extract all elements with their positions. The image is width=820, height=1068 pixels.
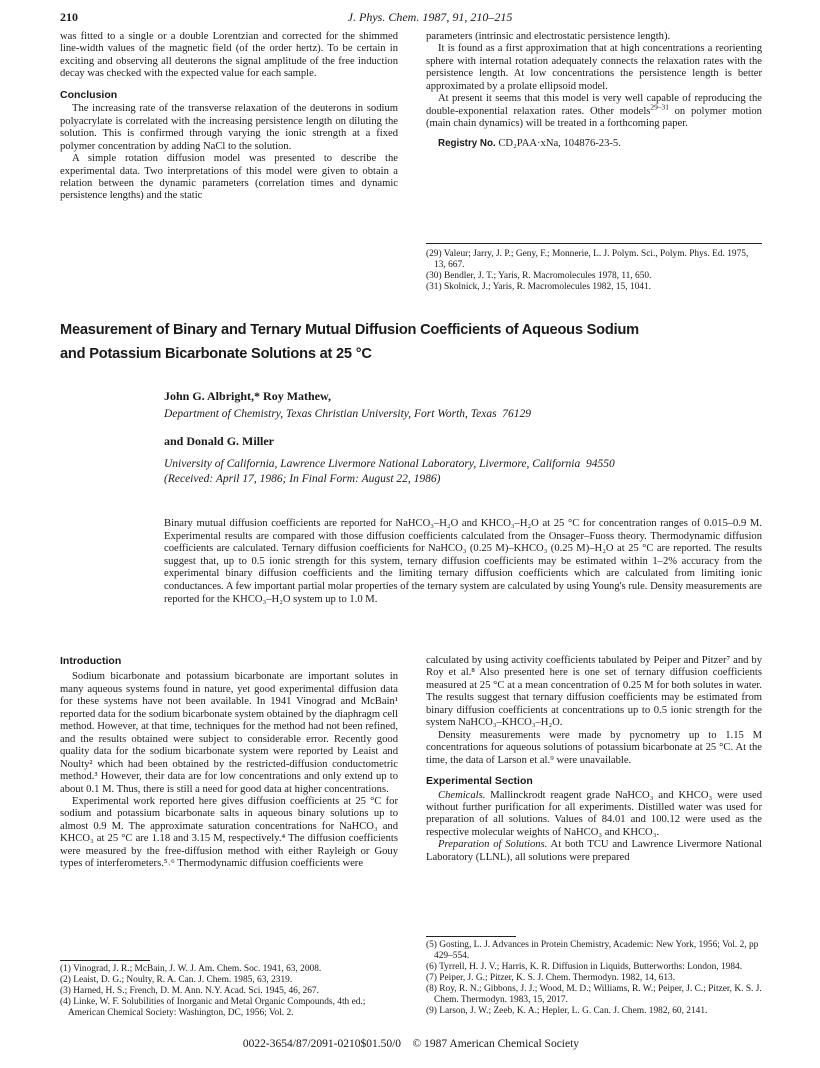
- authors-2: and Donald G. Miller: [164, 434, 275, 448]
- reference-superscript: 29–31: [650, 102, 669, 112]
- prev-right-paragraph-3-tail: on polymer motion (main chain dynamics) will be treated in a forthcoming paper.: [426, 105, 762, 130]
- reference-3: (3) Harned, H. S.; French, D. M. Ann. N.Y. Acad. Sci. 1945, 46, 267.: [60, 986, 319, 996]
- reference-29: (29) Valeur; Jarry, J. P.; Geny, F.; Monnerie, L. J. Polym. Sci., Polym. Phys. Ed. 1975, 13, 667.: [426, 249, 749, 270]
- authors-1: John G. Albright,* Roy Mathew,: [164, 389, 332, 403]
- prev-article-right-column: [426, 31, 762, 150]
- prev-right-paragraph-3: [426, 93, 762, 130]
- footer-copyright: © 1987 American Chemical Society: [412, 1038, 580, 1050]
- reference-30: (30) Bendler, J. T.; Yaris, R. Macromolecules 1978, 11, 650.: [426, 271, 652, 281]
- reference-7: (7) Peiper, J. G.; Pitzer, K. S. J. Chem. Thermodyn. 1982, 14, 613.: [426, 973, 676, 983]
- left-references: [60, 964, 398, 1019]
- prev-right-paragraph-1: parameters (intrinsic and electrostatic persistence length).: [426, 31, 671, 42]
- article-title-line-1: Measurement of Binary and Ternary Mutual Diffusion Coefficients of Aqueous Sodium: [60, 322, 639, 338]
- left-footnote-rule: [60, 960, 150, 961]
- right-paragraph-1: calculated by using activity coefficients tabulated by Peiper and Pitzer⁷ and by Roy et al.⁸ Also presented here is one set of ternary diffusion coefficients measured at 25 °C at a mean concentration of 0.25 M for both solutes in water. The results suggest that ternary diffusion coefficients may be estimated from binary diffusion coefficients at concentrations up to 0.5 ionic strength for the system NaHCO₃–KHCO₃–H₂O.: [426, 655, 762, 729]
- prev-left-paragraph: was fitted to a single or a double Lorentzian and corrected for the shimmed line-width values of the magnetic field (of the order hertz). To be certain in exciting and observing all deuterons the signal amplitude of the free induction decay was checked with the expected value for each sample.: [60, 31, 398, 80]
- article-left-column: [60, 655, 398, 871]
- registry-value: CD₂PAA·xNa, 104876-23-5.: [495, 137, 621, 149]
- preparation-label: Preparation of Solutions.: [438, 839, 548, 851]
- reference-8: (8) Roy, R. N.; Gibbons, J. J.; Wood, M. D.; Williams, R. W.; Peiper, J. C.; Pitzer, K. S. J. Chem. Thermodyn. 1983, 15, 2017.: [426, 984, 762, 1005]
- reference-2: (2) Leaist, D. G.; Noulty, R. A. Can. J. Chem. 1985, 63, 2319.: [60, 975, 293, 985]
- right-references: [426, 940, 762, 1017]
- registry-number: [426, 138, 762, 150]
- conclusion-paragraph-1: The increasing rate of the transverse relaxation of the deuterons in sodium polyacrylate is correlated with the increasing persistence length on diluting the solution. This is confirmed through varying the ionic strength at a fixed polymer concentration by adding NaCl to the solution.: [60, 103, 398, 152]
- reference-1: (1) Vinograd, J. R.; McBain, J. W. J. Am. Chem. Soc. 1941, 63, 2008.: [60, 964, 322, 974]
- affiliation-1: Department of Chemistry, Texas Christian University, Fort Worth, Texas 76129: [164, 408, 532, 420]
- reference-6: (6) Tyrrell, H. J. V.; Harris, K. R. Diffusion in Liquids, Butterworths: London, 1984.: [426, 962, 743, 972]
- page-number: 210: [60, 10, 78, 24]
- received-dates: (Received: April 17, 1986; In Final Form: August 22, 1986): [164, 473, 441, 485]
- footer: [60, 1038, 762, 1050]
- prev-right-paragraph-3-text: At present it seems that this model is very well capable of reproducing the double-exponential relaxation rates. Other models: [426, 93, 762, 117]
- introduction-heading: Introduction: [60, 655, 122, 667]
- conclusion-heading: Conclusion: [60, 88, 118, 101]
- chemicals-label: Chemicals.: [438, 789, 486, 801]
- article-title-line-2: and Potassium Bicarbonate Solutions at 25 °C: [60, 346, 372, 362]
- abstract: Binary mutual diffusion coefficients are reported for NaHCO₃–H₂O and KHCO₃–H₂O at 25 °C for concentration ranges of 0.015–0.9 M. Experimental results are compared with those diffusion coefficients calculated from the Onsager–Fuoss theory. Thermodynamic diffusion coefficients are calculated. Ternary diffusion coefficients for NaHCO₃ (0.25 M)–KHCO₃ (0.25 M)–H₂O at 25 °C are reported. The results suggest that, up to 0.5 ionic strength for this system, ternary diffusion coefficients may be estimated within 1–2% accuracy from the experimental binary diffusion coefficients and the limiting ternary diffusion coefficients which are calculated from limiting ionic conductances. A few important partial molar properties of the ternary system are calculated by using Young's rule. Density measurements are reported for the KHCO₃–H₂O system up to 1.0 M.: [164, 518, 762, 605]
- prev-article-left-column: [60, 31, 398, 203]
- introduction-paragraph-2: Experimental work reported here gives diffusion coefficients at 25 °C for sodium and potassium bicarbonate salts in aqueous binary solutions up to almost 0.9 M. The approximate saturation concentrations for NaHCO₃ and KHCO₃ at 25 °C are 1.18 and 3.15 M, respectively.⁴ The diffusion coefficients were measured by the free-diffusion method with either Rayleigh or Gouy types of interferometers.⁵˒⁶ Thermodynamic diffusion coefficients were: [60, 795, 398, 870]
- prev-article-references: [426, 249, 762, 293]
- article-title: [60, 318, 780, 366]
- reference-5: (5) Gosting, L. J. Advances in Protein Chemistry, Academic: New York, 1956; Vol. 2, pp 429–554.: [426, 940, 759, 961]
- preparation-paragraph: [426, 839, 762, 864]
- introduction-paragraph-1: Sodium bicarbonate and potassium bicarbonate are important solutes in many aqueous systems found in nature, yet good experimental diffusion data for these systems have not been available. In 1941 Vinograd and McBain¹ reported data for the sodium bicarbonate system obtained by the diaphragm cell method. However, at that time, techniques for the method had not been refined, and the results obtained were subject to considerable error. Recently good quality data for the sodium bicarbonate system were reported by Leaist and Noulty² which had been obtained by the restricted-diffusion conductometric method.³ However, their data are for low concentrations and only extend up to about 0.1 M. Thus, there is still a need for good data at higher concentrations.: [60, 671, 399, 795]
- reference-4: (4) Linke, W. F. Solubilities of Inorganic and Metal Organic Compounds, 4th ed.; American Chemical Society: Washington, DC, 1956; Vol. 2.: [60, 997, 366, 1018]
- journal-running-header: J. Phys. Chem. 1987, 91, 210–215: [347, 10, 513, 24]
- prev-footnote-rule: [426, 243, 762, 244]
- registry-label: Registry No.: [438, 137, 496, 149]
- experimental-heading: Experimental Section: [426, 775, 533, 788]
- conclusion-paragraph-2: A simple rotation diffusion model was presented to describe the experimental data. Two interpretations of this model were given to obtain a relation between the dynamic parameters (correlation times and dynamic persistence lengths) and the static: [60, 153, 398, 202]
- chemicals-paragraph: [426, 790, 762, 840]
- reference-31: (31) Skolnick, J.; Yaris, R. Macromolecules 1982, 15, 1041.: [426, 282, 651, 292]
- chemicals-text: Mallinckrodt reagent grade NaHCO₃ and KHCO₃ were used without further purification for all experiments. Distilled water was used for preparation of all solutions. Values of 84.01 and 100.12 were used as the respective molecular weights of NaHCO₃ and KHCO₃.: [426, 789, 762, 838]
- footer-code: 0022-3654/87/2091-0210$01.50/0: [242, 1038, 402, 1050]
- right-paragraph-2: Density measurements were made by pycnometry up to 1.15 M concentrations for aqueous solutions of potassium bicarbonate at 25 °C. At the time, the data of Larson et al.⁹ were unavailable.: [426, 729, 762, 766]
- article-right-column: [426, 655, 762, 864]
- prev-right-paragraph-2: It is found as a first approximation that at high concentrations a reorienting sphere with internal rotation adequately connects the relaxation rates with the persistence length. At low concentrations the persistence length is better approximated by a prolate ellipsoid model.: [426, 43, 762, 92]
- affiliation-2: University of California, Lawrence Livermore National Laboratory, Livermore, California 94550: [164, 458, 615, 470]
- right-footnote-rule: [426, 936, 516, 937]
- preparation-text: At both TCU and Lawrence Livermore National Laboratory (LLNL), all solutions were prepared: [426, 839, 762, 863]
- reference-9: (9) Larson, J. W.; Zeeb, K. A.; Hepler, L. G. Can. J. Chem. 1982, 60, 2141.: [426, 1006, 708, 1016]
